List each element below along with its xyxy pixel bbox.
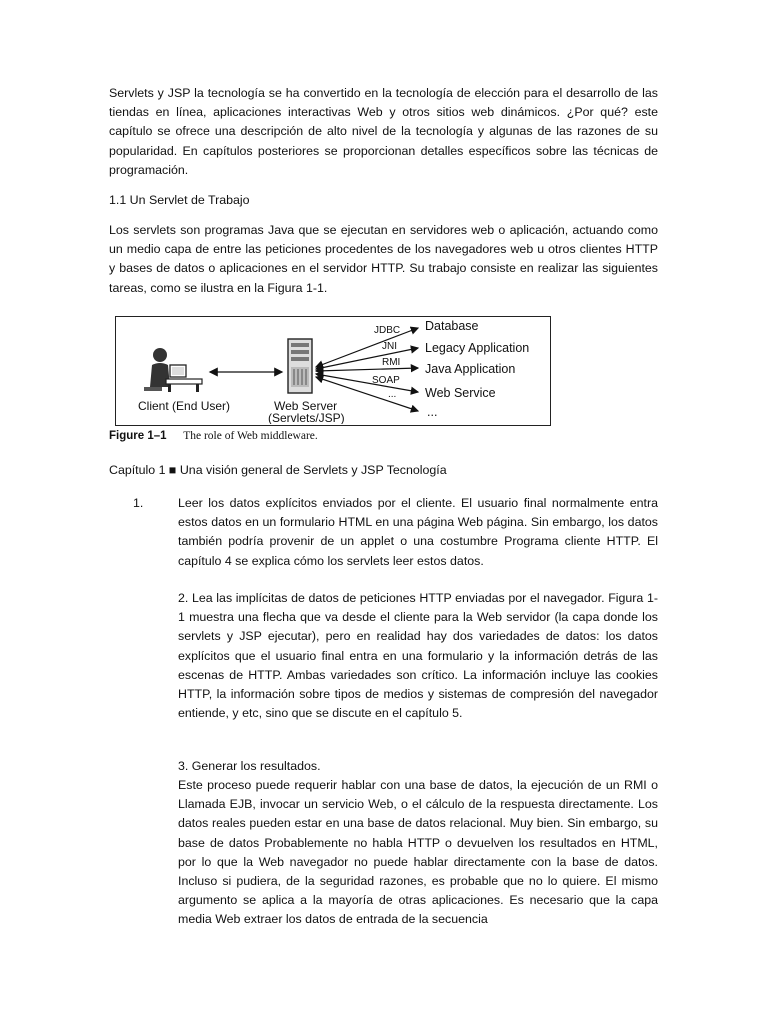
figure-caption-text: The role of Web middleware. — [183, 430, 318, 442]
target-web-service: Web Service — [425, 386, 496, 400]
web-server-icon — [288, 339, 312, 393]
server-label-line1: Web Server — [274, 399, 338, 413]
client-label: Client (End User) — [138, 399, 231, 413]
list-item-3-body: Este proceso puede requerir hablar con una base de datos, la ejecución de un RMI o Llamada EJB, invocar un servicio Web, o el cálculo de la respuesta directamente. Los datos reales pueden estar en una base de datos relacional. Muy bien. Sin embargo, su base de datos Probablemente no habla HTTP o devuelven los resultados en HTML, por lo que la Web navegador no puede hablar directamente con la base de datos. Incluso si pudiera, de la seguridad razones, es probable que no lo quiere. El mismo argumento se aplica a la mayoría de otras aplicaciones. Es necesario que la capa media Web extraer los datos de entrada de la secuencia — [178, 778, 658, 927]
client-user-icon — [144, 348, 202, 392]
section-paragraph: Los servlets son programas Java que se ejecutan en servidores web o aplicación, actuando como un medio capa de entre las peticiones procedentes de los navegadores web u otros clientes HTTP y bases de datos o aplicaciones en el servidor HTTP. Su trabajo consiste en realizar las siguientes tareas, como se ilustra en la Figura 1-1. — [109, 223, 658, 295]
section-heading: 1.1 Un Servlet de Trabajo — [109, 193, 250, 207]
target-database: Database — [425, 319, 479, 333]
list-item-3-title: 3. Generar los resultados. — [178, 759, 321, 773]
protocol-label-other: ... — [388, 389, 397, 400]
arrow-jni — [316, 348, 418, 369]
middleware-diagram — [116, 317, 549, 424]
target-other: ... — [427, 405, 438, 419]
protocol-label-rmi: RMI — [382, 357, 401, 368]
protocol-label-jni: JNI — [382, 341, 397, 352]
web-middleware-figure — [115, 316, 551, 426]
intro-paragraph: Servlets y JSP la tecnología se ha convertido en la tecnología de elección para el desarrollo de las tiendas en línea, aplicaciones interactivas Web y otros sitios web dinámicos. ¿Por qué? este capítulo se ofrece una descripción de alto nivel de la tecnología y algunas de las razones de su popularidad. En capítulos posteriores se proporcionan detalles específicos sobre las técnicas de programación. — [109, 86, 658, 177]
target-java-application: Java Application — [425, 362, 516, 376]
protocol-label-soap: SOAP — [372, 375, 400, 386]
arrow-soap — [316, 374, 418, 392]
list-item-1: Leer los datos explícitos enviados por el cliente. El usuario final normalmente entra estos datos en un formulario HTML en una página Web página. Sin embargo, los datos también podría provenir de un applet o una costumbre Programa cliente HTTP. El capítulo 4 se explica cómo los servlets leer estos datos. — [178, 496, 658, 568]
arrow-jdbc — [316, 328, 418, 367]
list-item-2: 2. Lea las implícitas de datos de peticiones HTTP enviadas por el navegador. Figura 1-1 muestra una flecha que va desde el cliente para la Web servidor (la capa donde los servlets y JSP ejecutar), pero en realidad hay dos variedades de datos: los datos explícitos que el usuario final entra en una formulario y la información detrás de las escenas de HTTP. Ambas variedades son crítico. La información incluye las cookies HTTP, la información sobre tipos de medios y sistemas de compresión del navegador entiende, y etc, sino que se discute en el capítulo 5. — [178, 591, 658, 721]
chapter-line: Capítulo 1 ■ Una visión general de Servlets y JSP Tecnología — [109, 463, 447, 477]
target-legacy-application: Legacy Application — [425, 341, 530, 355]
protocol-label-jdbc: JDBC — [374, 325, 401, 336]
server-label-line2: (Servlets/JSP) — [268, 411, 345, 424]
arrow-rmi — [316, 368, 418, 371]
figure-caption-number: Figure 1–1 — [109, 430, 167, 442]
list-item-number-1: 1. — [133, 496, 144, 510]
figure-caption — [109, 430, 318, 442]
